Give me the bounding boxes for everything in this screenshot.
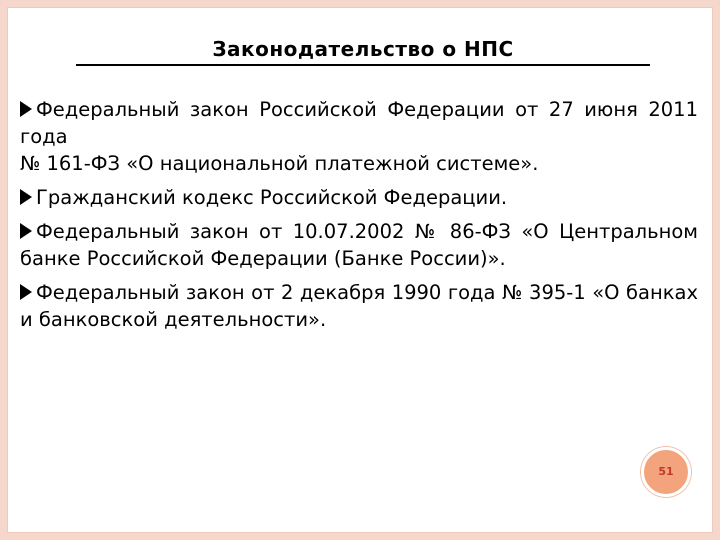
list-item-text: Федеральный закон от 2 декабря 1990 года № 395-1 «О банках и банковской деятельности». [20,281,698,331]
list-item [20,218,698,272]
list-item-text: № 161-ФЗ «О национальной платежной системе». [20,152,539,175]
arrow-bullet-icon [20,101,32,117]
list-item-text: Федеральный закон от 10.07.2002 № 86-ФЗ «О Центральном банке Российской Федерации (Банке России)». [20,220,698,270]
arrow-bullet-icon [20,189,32,205]
slide-title: Законодательство о НПС [76,34,650,66]
law-list [20,96,698,340]
list-item-text: Гражданский кодекс Российской Федерации. [36,186,508,209]
list-item [20,96,698,177]
arrow-bullet-icon [20,223,32,239]
list-item-text: Федеральный закон Российской Федерации от 27 июня 2011 года [20,98,698,148]
list-item [20,279,698,333]
page-number-badge: 51 [641,447,691,497]
arrow-bullet-icon [20,284,32,300]
list-item [20,184,698,211]
list-item-first-line [20,96,698,150]
